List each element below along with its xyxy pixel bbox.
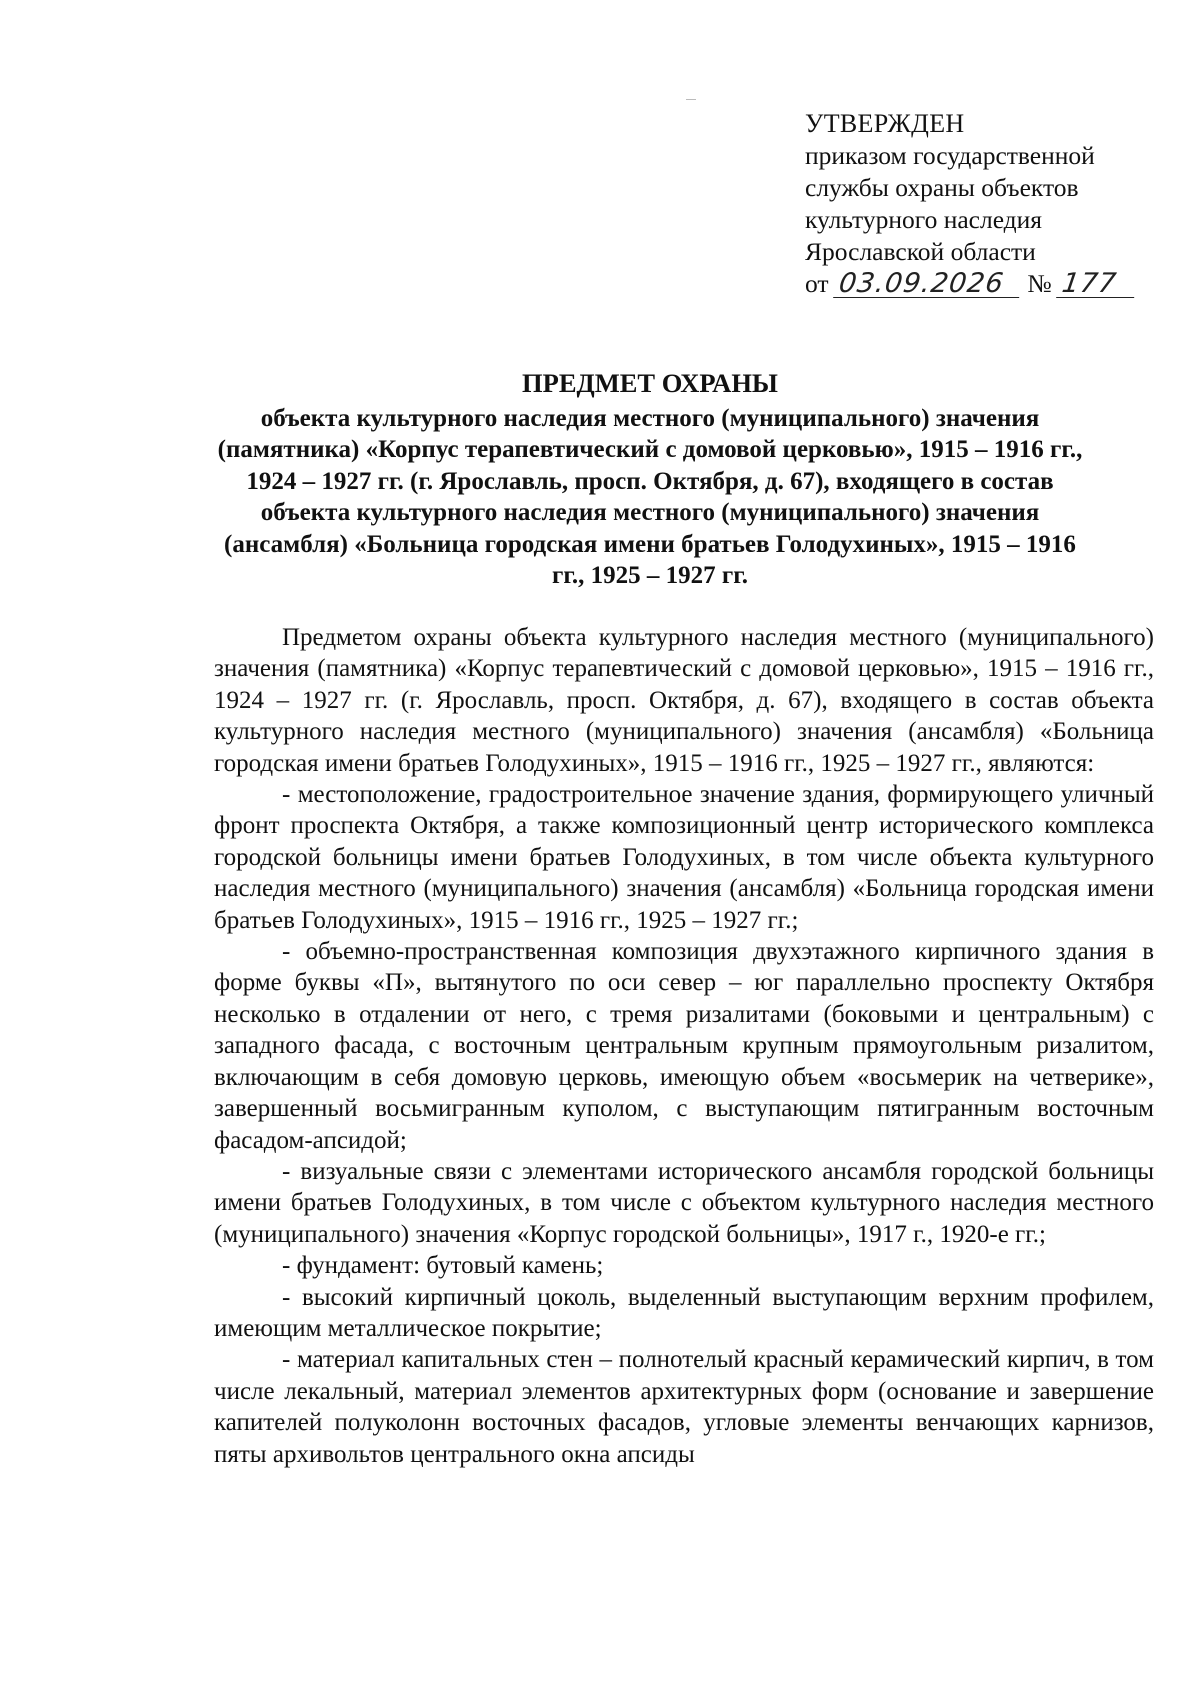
list-item: - визуальные связи с элементами исторического ансамбля городской больницы имени братьев Голодухиных, в том числе с объектом культурного наследия местного (муниципального) значения «Корпус городской больницы», 1917 г., 1920-е гг.;: [214, 1157, 1154, 1248]
handwritten-number: 177: [1056, 271, 1138, 298]
document-subtitle: объекта культурного наследия местного (муниципального) значения (памятника) «Корпус терапевтический с домовой церковью», 1915 – 1916 гг., 1924 – 1927 гг. (г. Ярославль, просп. Октября, д. 67), входящего в состав объекта культурного наследия местного (муниципального) значения (ансамбля) «Больница городская имени братьев Голодухиных», 1915 – 1916 гг., 1925 – 1927 гг.: [217, 405, 1083, 590]
list-item: - высокий кирпичный цоколь, выделенный выступающим верхним профилем, имеющим металлическое покрытие;: [214, 1283, 1154, 1342]
approval-date-line: [805, 268, 1165, 300]
list-item: - объемно-пространственная композиция двухэтажного кирпичного здания в форме буквы «П», вытянутого по оси север – юг параллельно проспекту Октября несколько в отдалении от него, с тремя ризалитами (боковыми и центральным) с западного фасада, с восточным центральным крупным прямоугольным ризалитом, включающим в себя домовую церковь, имеющую объем «восьмерик на четверике», завершенный восьмигранным куполом, с выступающим пятигранным восточным фасадом-апсидой;: [214, 938, 1154, 1154]
approval-heading: УТВЕРЖДЕН: [805, 109, 965, 138]
intro-paragraph: Предметом охраны объекта культурного наследия местного (муниципального) значения (памятника) «Корпус терапевтический с домовой церковью», 1915 – 1916 гг., 1924 – 1927 гг. (г. Ярославль, просп. Октября, д. 67), входящего в состав объекта культурного наследия местного (муниципального) значения (ансамбля) «Больница городская имени братьев Голодухиных», 1915 – 1916 гг., 1925 – 1927 гг., являются:: [214, 624, 1154, 777]
list-item: - фундамент: бутовый камень;: [282, 1252, 604, 1280]
approval-line: приказом государственной: [805, 141, 1095, 170]
number-prefix: №: [1027, 269, 1052, 298]
approval-line: культурного наследия: [805, 205, 1043, 234]
approval-line: службы охраны объектов: [805, 173, 1079, 202]
list-item: - местоположение, градостроительное значение здания, формирующего уличный фронт проспекта Октября, а также композиционный центр исторического комплекса городской больницы имени братьев Голодухиных, в том числе объекта культурного наследия местного (муниципального) значения (ансамбля) «Больница городская имени братьев Голодухиных», 1915 – 1916 гг., 1925 – 1927 гг.;: [214, 781, 1154, 934]
date-prefix: от: [805, 269, 829, 298]
handwritten-date: 03.09.2026: [833, 271, 1023, 298]
scan-mark: [686, 99, 696, 100]
document-title: ПРЕДМЕТ ОХРАНЫ: [522, 368, 778, 398]
list-item: - материал капитальных стен – полнотелый красный керамический кирпич, в том числе лекальный, материал элементов архитектурных форм (основание и завершение капителей полуколонн восточных фасадов, угловые элементы венчающих карнизов, пяты архивольтов центрального окна апсиды: [214, 1346, 1154, 1468]
document-body: [214, 622, 1154, 1470]
approval-block: [805, 108, 1165, 300]
approval-line: Ярославской области: [805, 237, 1036, 266]
document-title-block: [210, 366, 1090, 591]
